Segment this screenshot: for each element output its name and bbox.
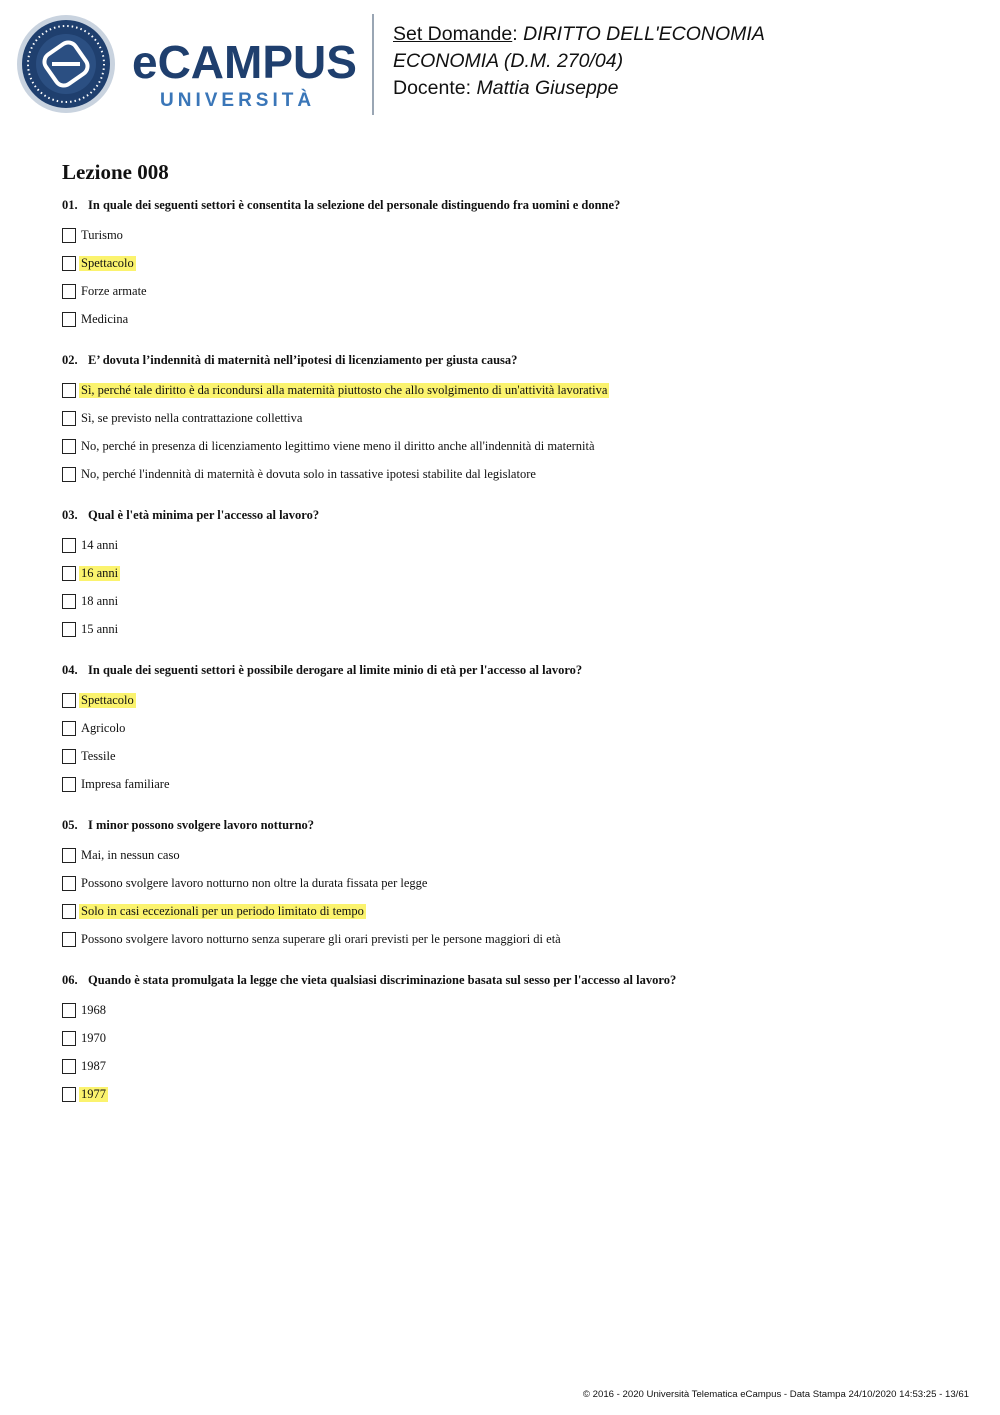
answer-option[interactable] [62,925,962,953]
question [62,661,962,798]
answer-option[interactable] [62,841,962,869]
brand-subtitle: UNIVERSITÀ [160,90,316,111]
question-text [62,971,962,989]
answer-label: 18 anni [81,593,119,608]
answer-option[interactable] [62,531,962,559]
checkbox-icon[interactable] [62,693,76,708]
question-text [62,661,962,679]
answer-label: 1987 [81,1058,106,1073]
answer-label-highlighted: 1977 [81,1086,106,1101]
answer-label: Impresa familiare [81,776,170,791]
question-label: In quale dei seguenti settori è possibile derogare al limite minio di età per l'accesso al lavoro? [88,663,583,677]
checkbox-icon[interactable] [62,312,76,327]
set-label: Set Domande [393,23,513,45]
answer-label: Turismo [81,227,123,242]
answer-option[interactable] [62,742,962,770]
question-number: 03. [62,508,78,522]
question-number: 05. [62,818,78,832]
answer-option[interactable] [62,869,962,897]
checkbox-icon[interactable] [62,876,76,891]
answer-option[interactable] [62,1080,962,1108]
checkbox-icon[interactable] [62,932,76,947]
question-text [62,196,962,214]
answer-option[interactable] [62,559,962,587]
answer-label: Mai, in nessun caso [81,847,180,862]
answer-option[interactable] [62,277,962,305]
checkbox-icon[interactable] [62,1059,76,1074]
answer-option[interactable] [62,686,962,714]
checkbox-icon[interactable] [62,256,76,271]
answer-label: No, perché in presenza di licenziamento legittimo viene meno il diritto anche all'indennità di maternità [81,438,595,453]
answer-option[interactable] [62,376,962,404]
answer-label: 1968 [81,1002,106,1017]
answer-label: Agricolo [81,720,126,735]
answer-option[interactable] [62,996,962,1024]
checkbox-icon[interactable] [62,594,76,609]
ecampus-logo [14,14,364,118]
checkbox-icon[interactable] [62,777,76,792]
checkbox-icon[interactable] [62,538,76,553]
checkbox-icon[interactable] [62,383,76,398]
checkbox-icon[interactable] [62,848,76,863]
answer-option[interactable] [62,432,962,460]
checkbox-icon[interactable] [62,904,76,919]
answer-option[interactable] [62,249,962,277]
checkbox-icon[interactable] [62,1031,76,1046]
checkbox-icon[interactable] [62,566,76,581]
question-label: I minor possono svolgere lavoro notturno? [88,818,315,832]
answer-option[interactable] [62,587,962,615]
question-number: 04. [62,663,78,677]
question [62,971,962,1108]
answer-option[interactable] [62,1052,962,1080]
question-number: 01. [62,198,78,212]
question-text [62,351,962,369]
answer-label-highlighted: Spettacolo [81,255,134,270]
checkbox-icon[interactable] [62,749,76,764]
answer-label: Forze armate [81,283,147,298]
brand-name: eCAMPUS [132,36,357,88]
answer-label: Sì, se previsto nella contrattazione collettiva [81,410,303,425]
set-info: Set Domande: DIRITTO DELL'ECONOMIA ECONOMIA (D.M. 270/04) Docente: Mattia Giuseppe [393,23,765,99]
checkbox-icon[interactable] [62,228,76,243]
teacher-label: Docente: [393,77,472,99]
answer-option[interactable] [62,460,962,488]
answer-label: 1970 [81,1030,106,1045]
page-header [0,0,1000,130]
question [62,351,962,488]
checkbox-icon[interactable] [62,721,76,736]
question-text [62,506,962,524]
question-number: 02. [62,353,78,367]
answer-label: 15 anni [81,621,119,636]
question-label: In quale dei seguenti settori è consentita la selezione del personale distinguendo fra uomini e donne? [88,198,621,212]
question-label: E’ dovuta l’indennità di maternità nell’ipotesi di licenziamento per giusta causa? [88,353,518,367]
answer-label: Tessile [81,748,116,763]
answer-option[interactable] [62,221,962,249]
question [62,506,962,643]
checkbox-icon[interactable] [62,284,76,299]
checkbox-icon[interactable] [62,622,76,637]
answer-label: Possono svolgere lavoro notturno senza superare gli orari previsti per le persone maggiori di età [81,931,561,946]
teacher-name: Mattia Giuseppe [476,77,619,99]
set-title-line2: ECONOMIA (D.M. 270/04) [393,50,624,72]
answer-label-highlighted: 16 anni [81,565,119,580]
answer-label-highlighted: Sì, perché tale diritto è da ricondursi alla maternità piuttosto che allo svolgimento di un'attività lavorativa [81,382,608,397]
question [62,196,962,333]
header-divider [372,14,374,115]
checkbox-icon[interactable] [62,1087,76,1102]
answer-option[interactable] [62,897,962,925]
set-title-line1: DIRITTO DELL'ECONOMIA [523,23,765,45]
answer-label: Medicina [81,311,129,326]
answer-label: Possono svolgere lavoro notturno non oltre la durata fissata per legge [81,875,428,890]
answer-option[interactable] [62,305,962,333]
question [62,816,962,953]
answer-label: No, perché l'indennità di maternità è dovuta solo in tassative ipotesi stabilite dal legislatore [81,466,536,481]
question-list [62,196,962,1126]
question-label: Qual è l'età minima per l'accesso al lavoro? [88,508,320,522]
answer-label-highlighted: Spettacolo [81,692,134,707]
question-number: 06. [62,973,78,987]
answer-option[interactable] [62,714,962,742]
lesson-title: Lezione 008 [62,160,169,184]
page-footer: © 2016 - 2020 Università Telematica eCampus - Data Stampa 24/10/2020 14:53:25 - 13/61 [582,1389,969,1400]
answer-option[interactable] [62,404,962,432]
answer-label: 14 anni [81,537,119,552]
answer-label-highlighted: Solo in casi eccezionali per un periodo limitato di tempo [81,903,364,918]
answer-option[interactable] [62,1024,962,1052]
checkbox-icon[interactable] [62,467,76,482]
answer-option[interactable] [62,615,962,643]
question-text [62,816,962,834]
answer-option[interactable] [62,770,962,798]
checkbox-icon[interactable] [62,439,76,454]
checkbox-icon[interactable] [62,411,76,426]
question-label: Quando è stata promulgata la legge che vieta qualsiasi discriminazione basata sul sesso per l'accesso al lavoro? [88,973,677,987]
checkbox-icon[interactable] [62,1003,76,1018]
